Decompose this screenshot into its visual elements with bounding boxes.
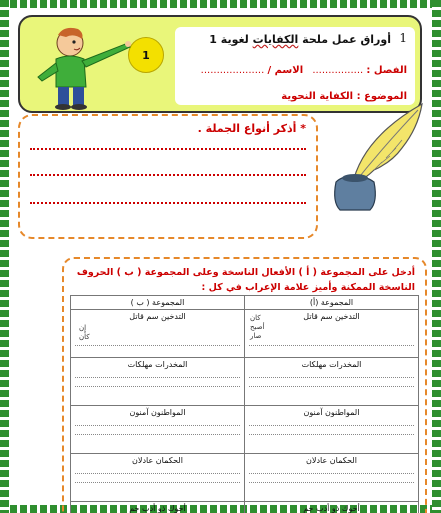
group-a-cell[interactable] [245,454,419,502]
page-number: 1 [399,31,407,45]
answer-dots [249,482,414,483]
class-label: الفصل : [366,65,407,76]
name-label: الاسم / [267,65,304,76]
question-1-title: * أذكر أنواع الجملة . [197,122,306,135]
table-row [71,310,419,358]
group-b-cell[interactable] [71,502,245,513]
sentence-b: التدخين سم قاتل [129,312,186,321]
sentence-a: أخوك ذو أدب جم [303,504,360,513]
group-b-cell[interactable] [71,310,245,358]
group-b-options [79,324,90,342]
quill-inkwell-icon [322,98,434,218]
answer-dots [249,473,414,474]
sentence-a: المخدرات مهلكات [301,360,362,369]
option-b-1: إن [79,324,87,332]
group-a-header: المجموعة (أ) [245,296,419,310]
table-row [71,454,419,502]
answer-dots [249,425,414,426]
option-a-3: صار [250,332,262,340]
group-b-cell[interactable] [71,454,245,502]
table-row [71,502,419,513]
answer-dots [249,345,414,346]
answer-dots [249,386,414,387]
question-1-box [18,114,318,239]
question-2-instruction: أدخل على المجموعة ( أ ) الأفعال الناسخة وعلى المجموعة ( ب ) الحروف الناسخة الممكنة وأميز علامة الإعراب في كل : [76,267,415,293]
answer-dots [249,377,414,378]
sentence-b: الحكمان عادلان [132,456,183,465]
boy-pointing-icon [28,21,132,111]
option-a-2: أصبح [250,323,265,331]
header-info-panel [175,27,415,105]
answer-line-3[interactable] [30,202,306,204]
answer-dots [75,345,240,346]
sentence-b: المواطنون آمنون [129,408,186,417]
table-row [71,406,419,454]
sentence-a: التدخين سم قاتل [303,312,360,321]
option-a-1: كان [250,314,261,322]
title-prefix: أوراق [360,33,391,46]
group-b-header: المجموعة ( ب ) [71,296,245,310]
answer-dots [75,425,240,426]
sentence-b: أخوك ذو أدب جم [129,504,186,513]
name-field[interactable]: .................... [200,65,265,76]
answer-line-2[interactable] [30,174,306,176]
title-wavy-word: الكفايات [252,33,299,46]
group-a-cell[interactable] [245,502,419,513]
answer-dots [75,434,240,435]
answer-dots [75,386,240,387]
answer-dots [75,473,240,474]
option-b-2: كأن [79,333,90,341]
answer-dots [75,377,240,378]
group-b-cell[interactable] [71,358,245,406]
table-header-row [71,296,419,310]
group-a-options [250,314,265,341]
group-a-cell[interactable] [245,310,419,358]
title-main: عمل ملحة [302,33,357,46]
groups-table [70,295,419,513]
sheet-number-badge: 1 [128,37,164,73]
group-b-cell[interactable] [71,406,245,454]
sentence-a: المواطنون آمنون [303,408,360,417]
group-a-cell[interactable] [245,358,419,406]
worksheet-title [209,33,391,46]
table-row [71,358,419,406]
class-field[interactable]: ................ [312,65,364,76]
answer-dots [75,482,240,483]
answer-line-1[interactable] [30,148,306,150]
subject-line: الموضوع : الكفاية النحوية [281,91,407,102]
answer-dots [249,434,414,435]
group-a-cell[interactable] [245,406,419,454]
student-info-row [179,65,407,76]
title-suffix: لغوية 1 [209,33,249,46]
sentence-a: الحكمان عادلان [306,456,357,465]
sentence-b: المخدرات مهلكات [127,360,188,369]
